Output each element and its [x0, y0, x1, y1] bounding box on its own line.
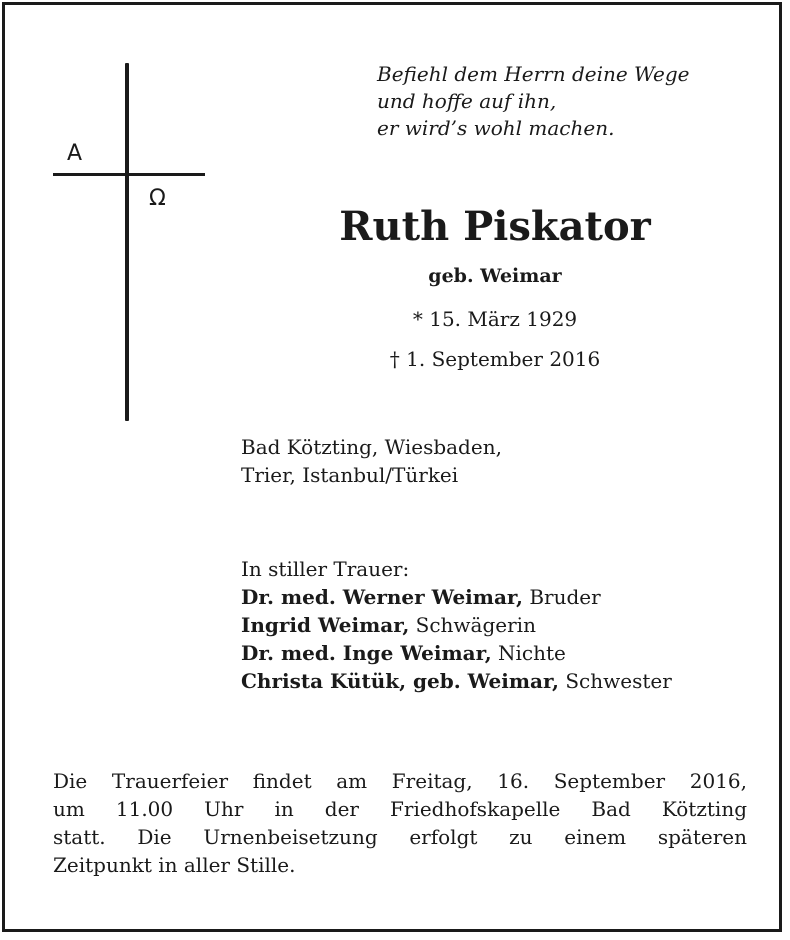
mourner-row: [241, 611, 672, 639]
funeral-notice: [53, 767, 747, 879]
cross-horizontal-beam: [53, 173, 205, 176]
verse-line: er wird’s wohl machen.: [377, 116, 615, 140]
mourner-row: [241, 639, 672, 667]
birth-date: * 15. März 1929: [412, 307, 578, 331]
notice-line: um 11.00 Uhr in der Friedhofskapelle Bad Kötzting: [53, 797, 747, 821]
verse-line: und hoffe auf ihn,: [377, 89, 557, 113]
mourner-name: Christa Kütük, geb. Weimar,: [241, 669, 559, 693]
deceased-name: Ruth Piskator: [339, 203, 651, 250]
mourner-relation: Bruder: [529, 585, 601, 609]
mourner-relation: Schwester: [565, 669, 672, 693]
death-date: † 1. September 2016: [389, 347, 601, 371]
cross-vertical-beam: [125, 63, 129, 421]
birth-name: geb. Weimar: [428, 265, 562, 287]
places: [241, 433, 502, 489]
notice-line: statt. Die Urnenbeisetzung erfolgt zu einem späteren: [53, 825, 747, 849]
mourner-name: Dr. med. Inge Weimar,: [241, 641, 492, 665]
mourner-relation: Schwägerin: [415, 613, 536, 637]
notice-line: Die Trauerfeier findet am Freitag, 16. September 2016,: [53, 769, 747, 793]
bible-verse: [377, 61, 689, 142]
mourner-relation: Nichte: [498, 641, 566, 665]
mourner-row: [241, 667, 672, 695]
alpha-symbol-icon: A: [67, 141, 83, 166]
mourner-row: [241, 583, 672, 611]
omega-symbol-icon: Ω: [149, 186, 166, 211]
places-line: Trier, Istanbul/Türkei: [241, 463, 459, 487]
mourner-name: Ingrid Weimar,: [241, 613, 410, 637]
mourning-heading: In stiller Trauer:: [241, 557, 410, 581]
places-line: Bad Kötzting, Wiesbaden,: [241, 435, 502, 459]
obituary-frame: [2, 2, 782, 932]
mourner-name: Dr. med. Werner Weimar,: [241, 585, 523, 609]
verse-line: Befiehl dem Herrn deine Wege: [377, 62, 690, 86]
notice-line: Zeitpunkt in aller Stille.: [53, 853, 296, 877]
mourners-list: [241, 555, 672, 695]
